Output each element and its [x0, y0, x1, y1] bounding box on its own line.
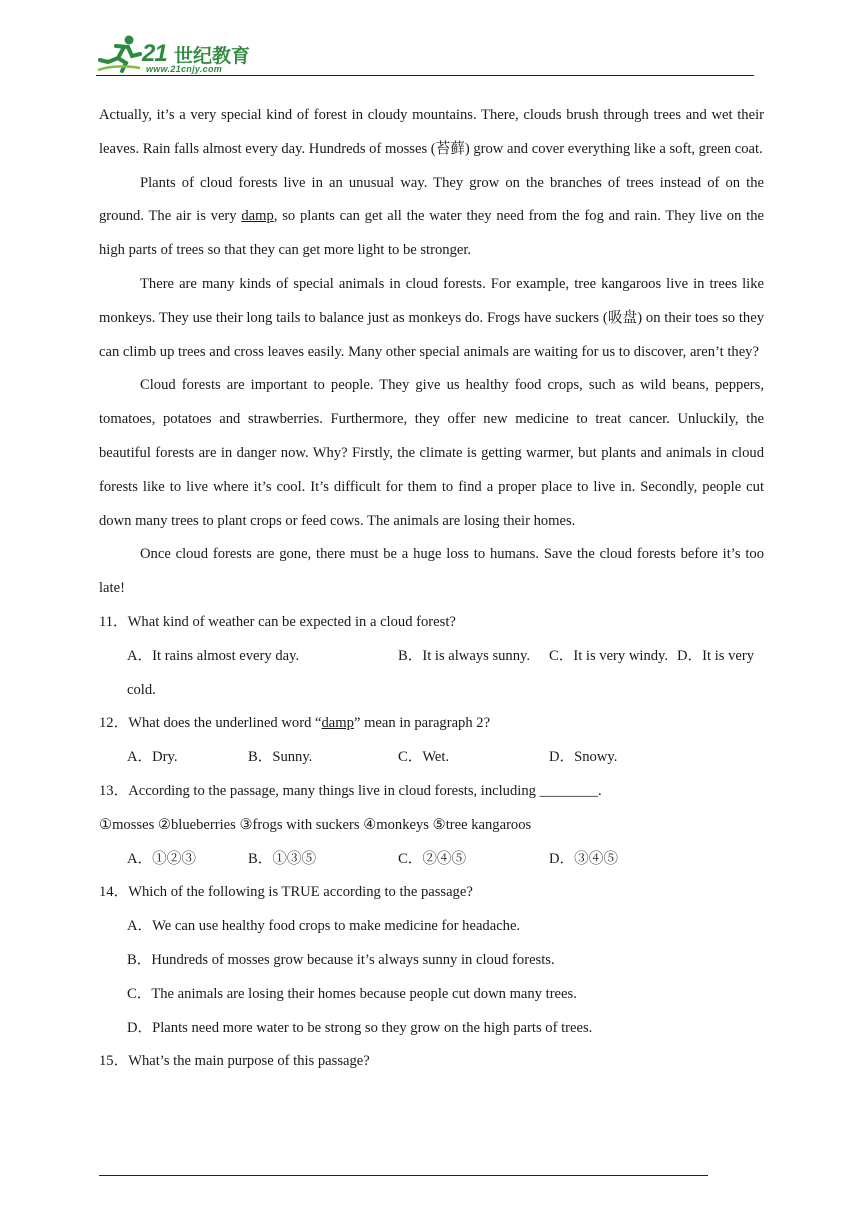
q11-option-a: A．It rains almost every day.	[127, 647, 300, 664]
header-divider	[96, 75, 754, 76]
question-11-stem: 11．What kind of weather can be expected in a cloud forest?	[99, 613, 456, 630]
document-body	[99, 99, 764, 1079]
paragraph-5: Once cloud forests are gone, there must be a huge loss to humans. Save the cloud forests before it’s too late!	[99, 546, 764, 597]
runner-icon	[96, 34, 144, 74]
q14-option-a: A．We can use healthy food crops to make medicine for headache.	[127, 918, 521, 935]
logo-url: www.21cnjy.com	[146, 64, 223, 74]
q11-option-d: D．It is very	[677, 647, 755, 664]
q12-option-c: C．Wet.	[398, 749, 450, 766]
paragraph-4: Cloud forests are important to people. They give us healthy food crops, such as wild beans, peppers, tomatoes, potatoes and strawberries. Furthermore, they offer new medicine to treat cancer. Unluckily, the beautiful forests are in danger now. Why? Firstly, the climate is getting warmer, but plants and animals in cloud forests like to live where it’s cool. It’s difficult for them to find a proper place to live in. Secondly, people cut down many trees to plant crops or feed cows. The animals are losing their homes.	[99, 377, 764, 529]
logo-number: 21	[142, 40, 167, 67]
q12-option-b: B．Sunny.	[248, 749, 313, 766]
q11-option-b: B．It is always sunny.	[398, 647, 531, 664]
question-15-stem: 15．What’s the main purpose of this passage?	[99, 1053, 370, 1070]
q12-stem-a: 12．What does the underlined word “	[99, 715, 322, 732]
question-11-options	[99, 640, 764, 674]
logo-chinese-name: 世纪教育	[174, 45, 251, 67]
paragraph-2	[99, 167, 764, 268]
q14-option-d: D．Plants need more water to be strong so they grow on the high parts of trees.	[127, 1019, 593, 1036]
page-header	[96, 34, 756, 78]
question-14-stem: 14．Which of the following is TRUE according to the passage?	[99, 884, 473, 901]
question-13-options	[99, 843, 764, 877]
logo	[96, 34, 266, 76]
footer-divider	[99, 1175, 708, 1176]
q11-option-d-continued: cold.	[127, 681, 156, 698]
question-12-stem	[99, 707, 764, 741]
paragraph-2-text-b: , so plants can get all the water they need from the fog and rain. They live on the high parts of trees so that they can get more light to be stronger.	[99, 208, 764, 259]
question-13-stem: 13．According to the passage, many things live in cloud forests, including ________.	[99, 782, 602, 799]
q13-option-b: B．①③⑤	[248, 850, 317, 867]
q14-option-c: C．The animals are losing their homes because people cut down many trees.	[127, 985, 577, 1002]
q12-option-d: D．Snowy.	[549, 749, 618, 766]
q12-stem-b: ” mean in paragraph 2?	[353, 715, 491, 732]
question-13-items: ①mosses ②blueberries ③frogs with suckers ④monkeys ⑤tree kangaroos	[99, 816, 532, 833]
paragraph-3: There are many kinds of special animals in cloud forests. For example, tree kangaroos live in trees like monkeys. They use their long tails to balance just as monkeys do. Frogs have suckers (吸盘) on their toes so they can climb up trees and cross leaves easily. Many other special animals are waiting for us to discover, aren’t they?	[99, 275, 764, 360]
q13-option-d: D．③④⑤	[549, 850, 618, 867]
underlined-word-damp: damp	[241, 208, 274, 225]
q13-option-c: C．②④⑤	[398, 850, 467, 867]
paragraph-1: Actually, it’s a very special kind of forest in cloudy mountains. There, clouds brush through trees and wet their leaves. Rain falls almost every day. Hundreds of mosses (苔藓) grow and cover everything like a soft, green coat.	[99, 107, 764, 157]
q12-underlined-word: damp	[321, 715, 354, 732]
paragraph-2-text-a: Plants of cloud forests live in an unusual way. They grow on the branches of trees instead of on the ground. The air is very	[99, 174, 764, 225]
q13-option-a: A．①②③	[127, 850, 196, 867]
q12-option-a: A．Dry.	[127, 749, 178, 766]
q11-option-c: C．It is very windy.	[549, 647, 669, 664]
question-12-options	[99, 741, 764, 775]
q14-option-b: B．Hundreds of mosses grow because it’s always sunny in cloud forests.	[127, 951, 555, 968]
